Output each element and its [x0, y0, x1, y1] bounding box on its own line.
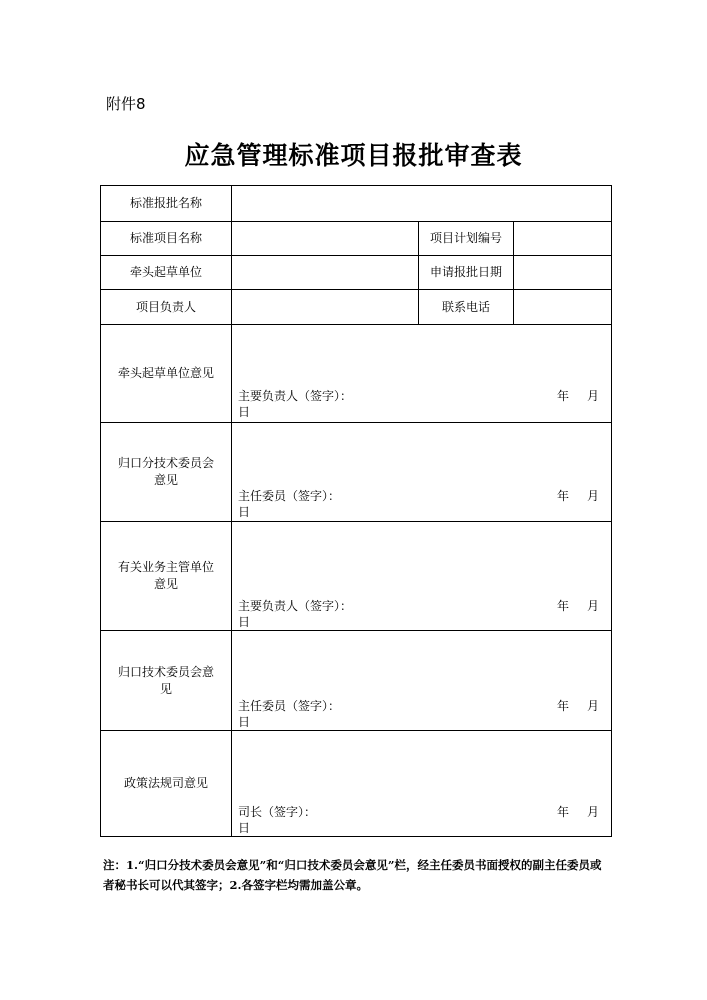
- date-year: 年: [556, 599, 569, 613]
- date-year: 年: [556, 699, 569, 713]
- phone-field[interactable]: [514, 290, 611, 324]
- date-day: 日: [238, 715, 251, 729]
- date-month: 月: [586, 489, 599, 503]
- apply-date-field[interactable]: [514, 256, 611, 289]
- date-year: 年: [556, 489, 569, 503]
- opinion-area[interactable]: [232, 731, 611, 836]
- signer-line: 司长（签字）：: [238, 805, 317, 819]
- approval-name-field[interactable]: [232, 186, 611, 221]
- opinion-row-sub-committee: [101, 423, 611, 522]
- date-year: 年: [556, 805, 569, 819]
- phone-label: 联系电话: [419, 290, 514, 324]
- date-year-month: [557, 599, 599, 614]
- page-title: 应急管理标准项目报批审查表: [184, 141, 523, 170]
- signer-line: 主任委员（签字）：: [238, 699, 341, 713]
- date-year-month: [557, 805, 599, 820]
- review-form-table: [100, 185, 612, 837]
- lead-unit-field[interactable]: [232, 256, 419, 289]
- date-day: 日: [238, 405, 251, 419]
- date-month: 月: [586, 389, 599, 403]
- project-name-label: 标准项目名称: [101, 222, 232, 255]
- signer-line: 主要负责人（签字）：: [238, 599, 353, 613]
- opinion-area[interactable]: [232, 522, 611, 630]
- project-name-field[interactable]: [232, 222, 419, 255]
- footnote: [103, 855, 608, 895]
- project-lead-label: 项目负责人: [101, 290, 232, 324]
- date-month: 月: [586, 599, 599, 613]
- footnote-prefix: 注：: [103, 858, 126, 872]
- opinion-row-competent-unit: [101, 522, 611, 631]
- row-project-lead: [101, 290, 611, 325]
- opinion-area[interactable]: [232, 423, 611, 521]
- plan-number-field[interactable]: [514, 222, 611, 255]
- attachment-number: 附件8: [106, 95, 146, 113]
- row-project-name: [101, 222, 611, 256]
- opinion-area[interactable]: [232, 325, 611, 422]
- date-year-month: [557, 489, 599, 504]
- opinion-row-tech-committee: [101, 631, 611, 731]
- date-day: 日: [238, 821, 251, 835]
- opinion-label: 有关业务主管单位意见: [101, 522, 232, 630]
- date-day: 日: [238, 615, 251, 629]
- date-year: 年: [556, 389, 569, 403]
- date-month: 月: [586, 805, 599, 819]
- date-day: 日: [238, 505, 251, 519]
- opinion-row-policy-dept: [101, 731, 611, 836]
- row-approval-name: [101, 186, 611, 222]
- opinion-label: 牵头起草单位意见: [101, 325, 232, 422]
- date-month: 月: [586, 699, 599, 713]
- signer-line: 主要负责人（签字）：: [238, 389, 353, 403]
- opinion-row-lead-unit: [101, 325, 611, 423]
- opinion-area[interactable]: [232, 631, 611, 730]
- opinion-label: 归口分技术委员会意见: [101, 423, 232, 521]
- plan-number-label: 项目计划编号: [419, 222, 514, 255]
- opinion-label: 政策法规司意见: [101, 731, 232, 836]
- lead-unit-label: 牵头起草单位: [101, 256, 232, 289]
- footnote-text: 1.“归口分技术委员会意见”和“归口技术委员会意见”栏，经主任委员书面授权的副主任委员或者秘书长可以代其签字；2.各签字栏均需加盖公章。: [103, 858, 602, 892]
- approval-name-label: 标准报批名称: [101, 186, 232, 221]
- date-year-month: [557, 699, 599, 714]
- signer-line: 主任委员（签字）：: [238, 489, 341, 503]
- apply-date-label: 申请报批日期: [419, 256, 514, 289]
- project-lead-field[interactable]: [232, 290, 419, 324]
- opinion-label: 归口技术委员会意见: [101, 631, 232, 730]
- row-lead-unit: [101, 256, 611, 290]
- date-year-month: [557, 389, 599, 404]
